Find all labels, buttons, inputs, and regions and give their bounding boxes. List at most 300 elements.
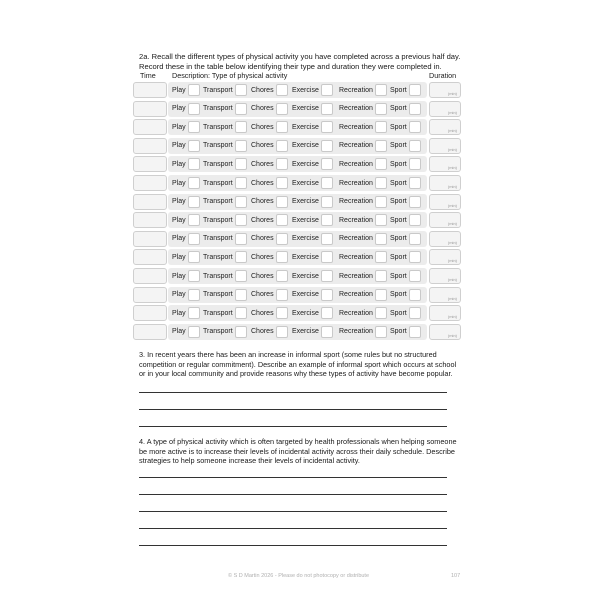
table-row — [0, 174, 600, 193]
checkbox-exercise[interactable] — [321, 158, 333, 170]
option-label: Sport — [390, 198, 407, 206]
duration-unit-label: (min) — [447, 109, 457, 115]
checkbox-transport[interactable] — [235, 103, 247, 115]
duration-input[interactable] — [429, 324, 461, 340]
checkbox-recreation[interactable] — [375, 140, 387, 152]
checkbox-exercise[interactable] — [321, 270, 333, 282]
duration-unit-label: (min) — [447, 277, 457, 282]
duration-input[interactable] — [429, 212, 461, 228]
checkbox-transport[interactable] — [235, 251, 247, 263]
option-label: Recreation — [339, 253, 373, 261]
option-label: Sport — [390, 179, 407, 187]
option-label: Chores — [251, 309, 274, 317]
duration-input[interactable] — [429, 101, 461, 117]
table-row — [0, 193, 600, 212]
checkbox-play[interactable] — [188, 251, 200, 263]
time-input[interactable] — [133, 324, 167, 340]
checkbox-chores[interactable] — [276, 121, 288, 133]
answer-line[interactable] — [139, 426, 447, 427]
checkbox-sport[interactable] — [409, 289, 421, 301]
duration-unit-label: (min) — [447, 314, 457, 320]
option-label: Exercise — [292, 142, 319, 150]
option-label: Exercise — [292, 179, 319, 187]
checkbox-exercise[interactable] — [321, 233, 333, 245]
checkbox-chores[interactable] — [276, 233, 288, 245]
answer-line[interactable] — [139, 409, 447, 410]
time-input[interactable] — [133, 138, 167, 154]
option-exercise — [292, 119, 333, 135]
checkbox-exercise[interactable] — [321, 121, 333, 133]
option-play — [172, 194, 200, 210]
option-exercise — [292, 156, 333, 172]
option-label: Chores — [251, 291, 274, 299]
time-input[interactable] — [133, 249, 167, 265]
duration-input[interactable] — [429, 249, 461, 265]
option-label: Sport — [390, 86, 407, 94]
option-exercise — [292, 324, 333, 340]
option-chores — [251, 268, 288, 284]
option-label: Play — [172, 291, 186, 299]
table-row — [0, 211, 600, 230]
checkbox-chores[interactable] — [276, 84, 288, 96]
checkbox-exercise[interactable] — [321, 84, 333, 96]
option-chores — [251, 82, 288, 98]
option-transport — [203, 231, 247, 247]
page-number: 107 — [451, 573, 461, 579]
option-label: Play — [172, 216, 186, 224]
option-exercise — [292, 82, 333, 98]
option-play — [172, 101, 200, 117]
checkbox-exercise[interactable] — [321, 196, 333, 208]
option-label: Transport — [203, 86, 233, 94]
option-label: Exercise — [292, 86, 319, 94]
option-transport — [203, 212, 247, 228]
option-sport — [390, 101, 421, 117]
option-recreation — [339, 287, 387, 303]
option-label: Transport — [203, 235, 233, 243]
option-label: Recreation — [339, 86, 373, 94]
table-row — [0, 137, 600, 156]
option-recreation — [339, 249, 387, 265]
option-label: Exercise — [292, 123, 319, 131]
option-recreation — [339, 231, 387, 247]
option-label: Recreation — [339, 309, 373, 317]
table-row — [0, 304, 600, 323]
option-transport — [203, 138, 247, 154]
option-label: Transport — [203, 179, 233, 187]
option-play — [172, 268, 200, 284]
checkbox-transport[interactable] — [235, 196, 247, 208]
duration-input[interactable] — [429, 287, 461, 303]
checkbox-recreation[interactable] — [375, 214, 387, 226]
checkbox-chores[interactable] — [276, 326, 288, 338]
duration-input[interactable] — [429, 82, 461, 98]
checkbox-sport[interactable] — [409, 270, 421, 282]
checkbox-chores[interactable] — [276, 307, 288, 319]
option-label: Exercise — [292, 253, 319, 261]
option-label: Play — [172, 198, 186, 206]
option-chores — [251, 194, 288, 210]
answer-line[interactable] — [139, 528, 447, 529]
duration-input[interactable] — [429, 138, 461, 154]
checkbox-recreation[interactable] — [375, 121, 387, 133]
option-sport — [390, 268, 421, 284]
checkbox-sport[interactable] — [409, 251, 421, 263]
option-play — [172, 119, 200, 135]
option-label: Sport — [390, 142, 407, 150]
option-exercise — [292, 194, 333, 210]
option-exercise — [292, 138, 333, 154]
checkbox-chores[interactable] — [276, 140, 288, 152]
option-play — [172, 324, 200, 340]
checkbox-recreation[interactable] — [375, 103, 387, 115]
duration-input[interactable] — [429, 156, 461, 172]
question-2-line-1: 2a. Recall the different types of physical activity you have completed across a previous half day. — [139, 52, 461, 61]
checkbox-sport[interactable] — [409, 84, 421, 96]
checkbox-sport[interactable] — [409, 326, 421, 338]
checkbox-exercise[interactable] — [321, 140, 333, 152]
checkbox-recreation[interactable] — [375, 251, 387, 263]
option-recreation — [339, 212, 387, 228]
option-chores — [251, 175, 288, 191]
option-chores — [251, 101, 288, 117]
checkbox-play[interactable] — [188, 233, 200, 245]
option-recreation — [339, 138, 387, 154]
option-chores — [251, 305, 288, 321]
checkbox-play[interactable] — [188, 84, 200, 96]
option-recreation — [339, 175, 387, 191]
checkbox-transport[interactable] — [235, 270, 247, 282]
option-label: Sport — [390, 160, 407, 168]
duration-unit-label: (min) — [447, 91, 457, 96]
time-column-header: Time — [140, 71, 156, 80]
option-exercise — [292, 231, 333, 247]
answer-line[interactable] — [139, 477, 447, 478]
option-label: Sport — [390, 235, 407, 243]
answer-line[interactable] — [139, 392, 447, 393]
option-recreation — [339, 194, 387, 210]
option-label: Exercise — [292, 291, 319, 299]
option-chores — [251, 324, 288, 340]
option-label: Transport — [203, 105, 233, 113]
option-play — [172, 231, 200, 247]
option-label: Exercise — [292, 216, 319, 224]
time-input[interactable] — [133, 231, 167, 247]
option-chores — [251, 156, 288, 172]
option-exercise — [292, 175, 333, 191]
option-label: Chores — [251, 216, 274, 224]
checkbox-exercise[interactable] — [321, 289, 333, 301]
question-2-line-2: Record these in the table below identifying their type and duration they were completed in. — [139, 62, 442, 71]
checkbox-play[interactable] — [188, 270, 200, 282]
option-label: Chores — [251, 179, 274, 187]
option-label: Chores — [251, 160, 274, 168]
option-label: Play — [172, 309, 186, 317]
checkbox-play[interactable] — [188, 177, 200, 189]
checkbox-sport[interactable] — [409, 140, 421, 152]
option-label: Sport — [390, 328, 407, 336]
duration-unit-label: (min) — [447, 165, 457, 171]
option-label: Chores — [251, 235, 274, 243]
option-sport — [390, 305, 421, 321]
option-sport — [390, 324, 421, 340]
checkbox-recreation[interactable] — [375, 158, 387, 170]
option-transport — [203, 287, 247, 303]
checkbox-recreation[interactable] — [375, 177, 387, 189]
option-play — [172, 305, 200, 321]
time-input[interactable] — [133, 101, 167, 117]
checkbox-transport[interactable] — [235, 140, 247, 152]
checkbox-recreation[interactable] — [375, 196, 387, 208]
option-label: Exercise — [292, 160, 319, 168]
option-label: Transport — [203, 328, 233, 336]
option-exercise — [292, 305, 333, 321]
option-label: Sport — [390, 309, 407, 317]
option-label: Recreation — [339, 198, 373, 206]
checkbox-recreation[interactable] — [375, 289, 387, 301]
option-transport — [203, 175, 247, 191]
duration-unit-label: (min) — [447, 128, 457, 134]
checkbox-chores[interactable] — [276, 158, 288, 170]
checkbox-sport[interactable] — [409, 158, 421, 170]
time-input[interactable] — [133, 212, 167, 228]
option-chores — [251, 119, 288, 135]
option-label: Transport — [203, 272, 233, 280]
checkbox-transport[interactable] — [235, 307, 247, 319]
duration-unit-label: (min) — [447, 332, 457, 338]
time-input[interactable] — [133, 156, 167, 172]
option-label: Sport — [390, 272, 407, 280]
option-label: Chores — [251, 142, 274, 150]
option-label: Chores — [251, 253, 274, 261]
option-recreation — [339, 268, 387, 284]
option-label: Recreation — [339, 328, 373, 336]
duration-input[interactable] — [429, 119, 461, 135]
option-transport — [203, 268, 247, 284]
duration-unit-label: (min) — [447, 258, 457, 264]
option-recreation — [339, 101, 387, 117]
option-label: Play — [172, 160, 186, 168]
description-column-header: Description: Type of physical activity — [172, 71, 288, 80]
duration-unit-label: (min) — [447, 146, 457, 152]
option-label: Play — [172, 142, 186, 150]
option-label: Transport — [203, 123, 233, 131]
option-label: Chores — [251, 105, 274, 113]
option-label: Recreation — [339, 160, 373, 168]
checkbox-chores[interactable] — [276, 289, 288, 301]
checkbox-sport[interactable] — [409, 177, 421, 189]
option-label: Play — [172, 328, 186, 336]
option-transport — [203, 324, 247, 340]
checkbox-play[interactable] — [188, 214, 200, 226]
option-label: Recreation — [339, 123, 373, 131]
option-label: Play — [172, 235, 186, 243]
duration-unit-label: (min) — [447, 221, 457, 227]
checkbox-transport[interactable] — [235, 84, 247, 96]
checkbox-sport[interactable] — [409, 103, 421, 115]
option-label: Transport — [203, 216, 233, 224]
answer-line[interactable] — [139, 494, 447, 495]
option-transport — [203, 305, 247, 321]
option-label: Transport — [203, 142, 233, 150]
option-label: Transport — [203, 253, 233, 261]
option-transport — [203, 156, 247, 172]
question-4-text: 4. A type of physical activity which is often targeted by health professionals when helping someone be more active is to increase their levels of incidental activity across their daily schedule. Describe strategies to help someone increase their levels of incidental activity. — [139, 437, 457, 466]
duration-input[interactable] — [429, 268, 461, 284]
option-label: Transport — [203, 309, 233, 317]
duration-unit-label: (min) — [447, 295, 457, 301]
checkbox-play[interactable] — [188, 289, 200, 301]
option-chores — [251, 287, 288, 303]
duration-input[interactable] — [429, 305, 461, 321]
checkbox-transport[interactable] — [235, 177, 247, 189]
option-recreation — [339, 305, 387, 321]
answer-line[interactable] — [139, 545, 447, 546]
checkbox-sport[interactable] — [409, 121, 421, 133]
option-transport — [203, 249, 247, 265]
option-label: Recreation — [339, 291, 373, 299]
checkbox-transport[interactable] — [235, 121, 247, 133]
option-label: Play — [172, 272, 186, 280]
question-3-prompt — [139, 350, 464, 379]
option-label: Sport — [390, 123, 407, 131]
table-row — [0, 286, 600, 305]
checkbox-chores[interactable] — [276, 214, 288, 226]
option-label: Exercise — [292, 105, 319, 113]
checkbox-transport[interactable] — [235, 214, 247, 226]
checkbox-recreation[interactable] — [375, 270, 387, 282]
duration-input[interactable] — [429, 194, 461, 210]
option-sport — [390, 231, 421, 247]
copyright-notice: © S D Martin 2026 - Please do not photocopy or distribute — [228, 573, 370, 579]
option-label: Sport — [390, 216, 407, 224]
option-exercise — [292, 212, 333, 228]
option-exercise — [292, 268, 333, 284]
checkbox-sport[interactable] — [409, 214, 421, 226]
option-recreation — [339, 156, 387, 172]
duration-input[interactable] — [429, 231, 461, 247]
question-4-prompt — [139, 437, 464, 466]
checkbox-chores[interactable] — [276, 196, 288, 208]
checkbox-chores[interactable] — [276, 103, 288, 115]
option-label: Recreation — [339, 216, 373, 224]
option-label: Transport — [203, 291, 233, 299]
checkbox-recreation[interactable] — [375, 307, 387, 319]
option-play — [172, 175, 200, 191]
checkbox-play[interactable] — [188, 307, 200, 319]
checkbox-play[interactable] — [188, 140, 200, 152]
option-label: Recreation — [339, 105, 373, 113]
option-label: Sport — [390, 253, 407, 261]
checkbox-play[interactable] — [188, 103, 200, 115]
table-row — [0, 155, 600, 174]
option-label: Play — [172, 105, 186, 113]
option-label: Play — [172, 179, 186, 187]
table-row — [0, 100, 600, 119]
option-exercise — [292, 249, 333, 265]
time-input[interactable] — [133, 287, 167, 303]
option-exercise — [292, 101, 333, 117]
option-sport — [390, 194, 421, 210]
checkbox-exercise[interactable] — [321, 103, 333, 115]
checkbox-transport[interactable] — [235, 158, 247, 170]
checkbox-sport[interactable] — [409, 233, 421, 245]
option-label: Transport — [203, 198, 233, 206]
option-sport — [390, 212, 421, 228]
option-transport — [203, 101, 247, 117]
option-label: Exercise — [292, 198, 319, 206]
table-row — [0, 267, 600, 286]
checkbox-play[interactable] — [188, 121, 200, 133]
duration-unit-label: (min) — [447, 202, 457, 208]
time-input[interactable] — [133, 305, 167, 321]
option-label: Recreation — [339, 272, 373, 280]
checkbox-sport[interactable] — [409, 196, 421, 208]
checkbox-recreation[interactable] — [375, 84, 387, 96]
table-row — [0, 323, 600, 342]
checkbox-chores[interactable] — [276, 251, 288, 263]
page-footer — [0, 573, 600, 583]
option-label: Chores — [251, 328, 274, 336]
checkbox-transport[interactable] — [235, 326, 247, 338]
option-label: Chores — [251, 86, 274, 94]
option-sport — [390, 156, 421, 172]
checkbox-transport[interactable] — [235, 289, 247, 301]
option-label: Recreation — [339, 235, 373, 243]
time-input[interactable] — [133, 194, 167, 210]
checkbox-play[interactable] — [188, 196, 200, 208]
time-input[interactable] — [133, 119, 167, 135]
option-play — [172, 212, 200, 228]
checkbox-chores[interactable] — [276, 177, 288, 189]
duration-column-header: Duration — [429, 71, 457, 80]
answer-line[interactable] — [139, 511, 447, 512]
option-sport — [390, 175, 421, 191]
time-input[interactable] — [133, 82, 167, 98]
duration-input[interactable] — [429, 175, 461, 191]
checkbox-recreation[interactable] — [375, 326, 387, 338]
option-chores — [251, 138, 288, 154]
option-sport — [390, 82, 421, 98]
checkbox-transport[interactable] — [235, 233, 247, 245]
checkbox-recreation[interactable] — [375, 233, 387, 245]
checkbox-exercise[interactable] — [321, 177, 333, 189]
option-sport — [390, 138, 421, 154]
option-label: Sport — [390, 105, 407, 113]
option-play — [172, 249, 200, 265]
option-chores — [251, 249, 288, 265]
checkbox-sport[interactable] — [409, 307, 421, 319]
activity-table-header — [0, 71, 600, 81]
checkbox-play[interactable] — [188, 326, 200, 338]
option-chores — [251, 231, 288, 247]
option-recreation — [339, 119, 387, 135]
checkbox-exercise[interactable] — [321, 214, 333, 226]
table-row — [0, 230, 600, 249]
option-sport — [390, 119, 421, 135]
checkbox-exercise[interactable] — [321, 326, 333, 338]
checkbox-play[interactable] — [188, 158, 200, 170]
checkbox-exercise[interactable] — [321, 307, 333, 319]
option-label: Chores — [251, 272, 274, 280]
option-play — [172, 156, 200, 172]
checkbox-exercise[interactable] — [321, 251, 333, 263]
option-label: Exercise — [292, 309, 319, 317]
time-input[interactable] — [133, 268, 167, 284]
checkbox-chores[interactable] — [276, 270, 288, 282]
option-transport — [203, 194, 247, 210]
time-input[interactable] — [133, 175, 167, 191]
